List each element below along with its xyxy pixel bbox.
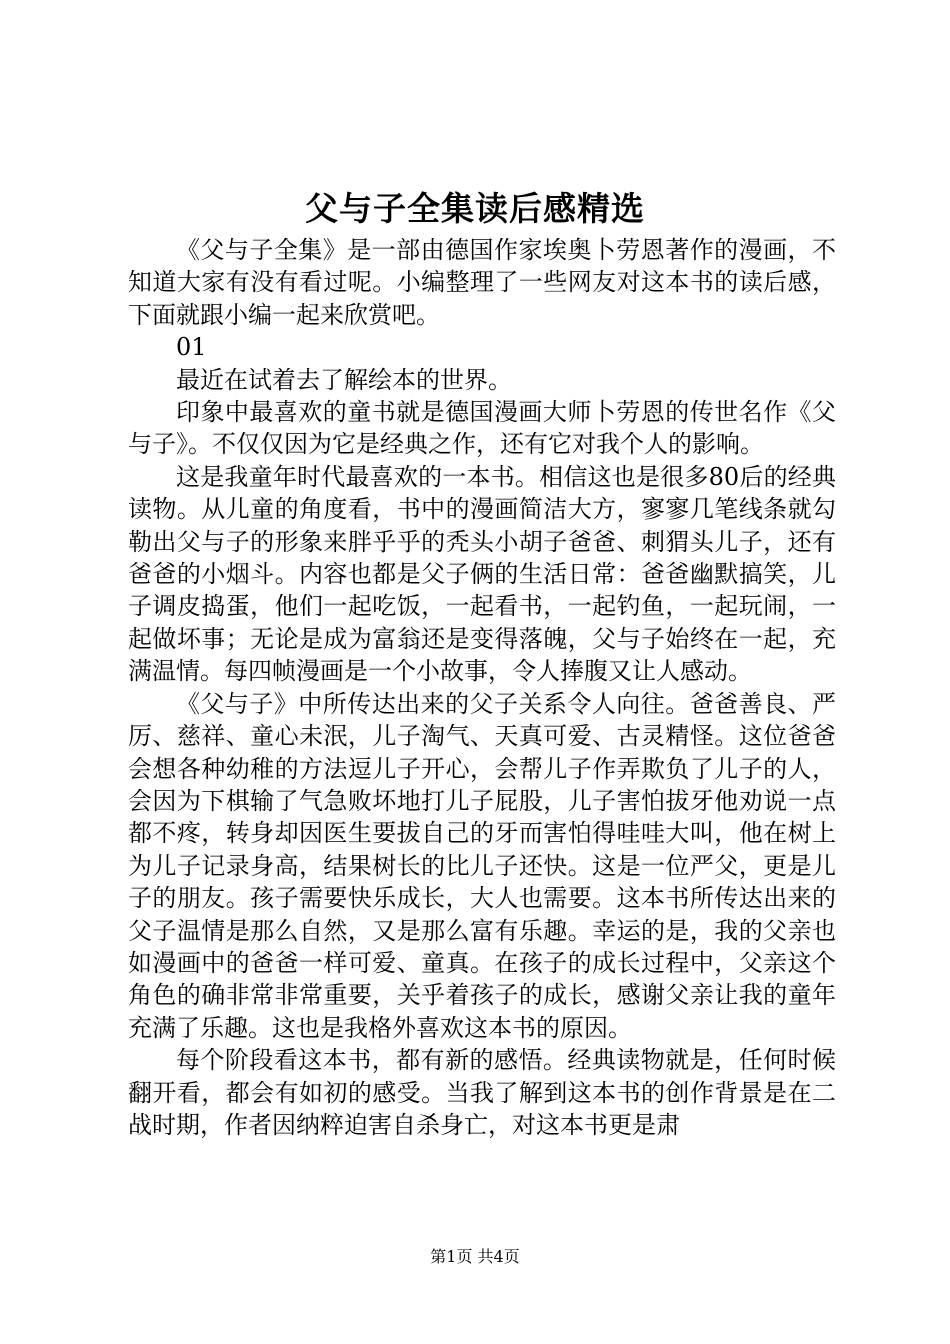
document-body bbox=[128, 234, 836, 1141]
page-footer: 第1页 共4页 bbox=[430, 1247, 520, 1266]
paragraph: 每个阶段看这本书，都有新的感悟。经典读物就是，任何时候翻开看，都会有如初的感受。当我了解到这本书的创作背景是在二战时期，作者因纳粹迫害自杀身亡，对这本书更是肃 bbox=[128, 1046, 836, 1139]
paragraph: 最近在试着去了解绘本的世界。 bbox=[176, 365, 512, 394]
document-title: 父与子全集读后感精选 bbox=[305, 189, 645, 228]
section-number: 01 bbox=[176, 333, 207, 362]
paragraph: 这是我童年时代最喜欢的一本书。相信这也是很多80后的经典读物。从儿童的角度看，书中的漫画简洁大方，寥寥几笔线条就勾勒出父与子的形象来胖乎乎的秃头小胡子爸爸、刺猬头儿子，还有爸爸的小烟斗。内容也都是父子俩的生活日常：爸爸幽默搞笑，儿子调皮捣蛋，他们一起吃饭，一起看书，一起钓鱼，一起玩闹，一起做坏事；无论是成为富翁还是变得落魄，父与子始终在一起，充满温情。每四帧漫画是一个小故事，令人捧腹又让人感动。 bbox=[128, 462, 836, 686]
paragraph: 印象中最喜欢的童书就是德国漫画大师卜劳恩的传世名作《父与子》。不仅仅因为它是经典之作，还有它对我个人的影响。 bbox=[128, 398, 836, 459]
paragraph: 《父与子》中所传达出来的父子关系令人向往。爸爸善良、严厉、慈祥、童心未泯，儿子淘气、天真可爱、古灵精怪。这位爸爸会想各种幼稚的方法逗儿子开心，会帮儿子作弄欺负了儿子的人，会因为下棋输了气急败坏地打儿子屁股，儿子害怕拔牙他劝说一点都不疼，转身却因医生要拔自己的牙而害怕得哇哇大叫，他在树上为儿子记录身高，结果树长的比儿子还快。这是一位严父，更是儿子的朋友。孩子需要快乐成长，大人也需要。这本书所传达出来的父子温情是那么自然，又是那么富有乐趣。幸运的是，我的父亲也如漫画中的爸爸一样可爱、童真。在孩子的成长过程中，父亲这个角色的确非常非常重要，关乎着孩子的成长，感谢父亲让我的童年充满了乐趣。这也是我格外喜欢这本书的原因。 bbox=[128, 689, 836, 1042]
paragraph-intro: 《父与子全集》是一部由德国作家埃奥卜劳恩著作的漫画，不知道大家有没有看过呢。小编整理了一些网友对这本书的读后感，下面就跟小编一起来欣赏吧。 bbox=[128, 236, 836, 329]
